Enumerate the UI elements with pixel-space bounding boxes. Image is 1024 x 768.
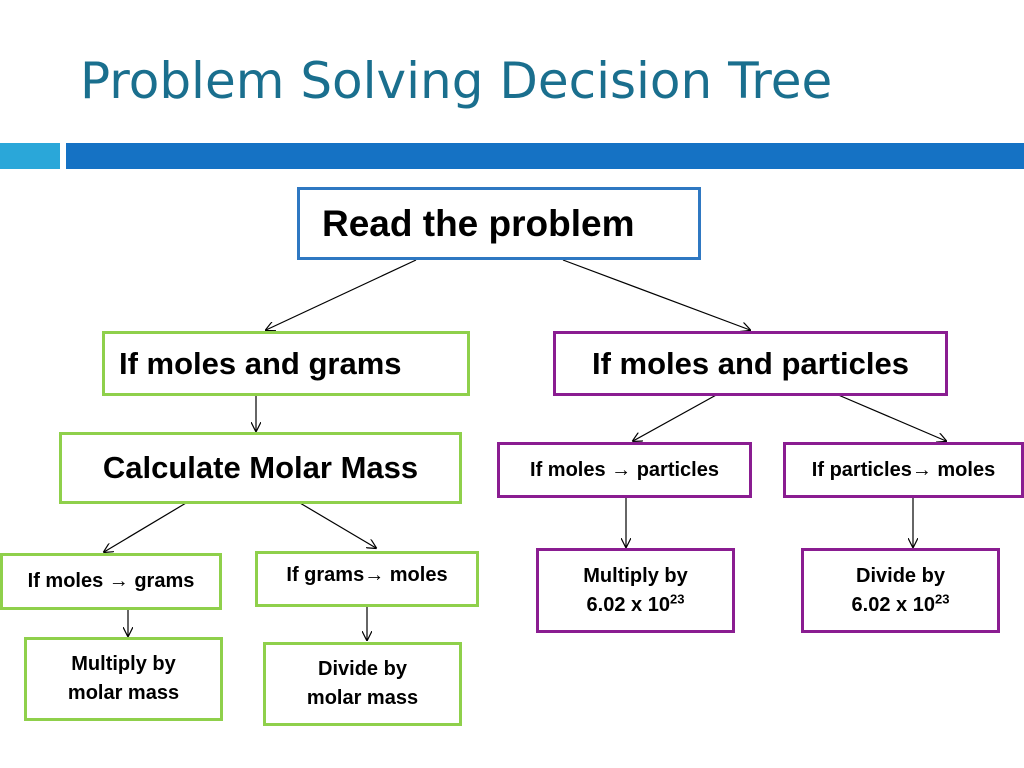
node-moles-and-grams — [102, 331, 470, 396]
node-calculate-molar-mass — [59, 432, 462, 504]
node-divide-avogadro-line1: Divide by — [856, 564, 945, 587]
node-divide-avogadro-line2 — [852, 591, 950, 620]
node-moles-to-particles — [497, 442, 752, 498]
node-multiply-molar-mass-line2: molar mass — [67, 682, 180, 704]
avogadro-base: 6.02 x 10 — [851, 593, 935, 616]
node-particles-to-moles-label: If particles→ moles — [811, 458, 996, 481]
node-particles-to-moles — [783, 442, 1024, 498]
node-moles-and-particles-label: If moles and particles — [592, 345, 909, 381]
arrow-root-to-moles-particles — [563, 260, 750, 330]
node-multiply-avogadro-line1: Multiply by — [583, 564, 688, 587]
node-divide-molar-mass-line1: Divide by — [318, 658, 407, 680]
avogadro-exponent: 23 — [669, 590, 685, 606]
avogadro-base: 6.02 x 10 — [586, 593, 670, 616]
arrow-root-to-moles-grams — [266, 260, 416, 330]
node-grams-to-moles — [255, 551, 479, 607]
node-grams-to-moles-label: If grams→ moles — [286, 564, 448, 586]
node-divide-avogadro — [801, 548, 1000, 633]
node-read-problem — [297, 187, 701, 260]
node-divide-molar-mass-line2: molar mass — [306, 687, 419, 709]
node-divide-molar-mass — [263, 642, 462, 726]
node-moles-to-grams — [0, 553, 222, 610]
node-moles-to-particles-label: If moles → particles — [530, 458, 719, 481]
arrow-calc-to-grams-moles-conv — [300, 503, 376, 548]
node-multiply-molar-mass — [24, 637, 223, 721]
node-moles-and-grams-label: If moles and grams — [119, 345, 402, 381]
node-multiply-molar-mass-line1: Multiply by — [71, 653, 176, 675]
arrow-moles-particles-to-p2m — [836, 394, 946, 441]
node-moles-and-particles — [553, 331, 948, 396]
node-read-problem-label: Read the problem — [322, 202, 635, 244]
node-multiply-avogadro-line2 — [587, 591, 685, 620]
avogadro-exponent: 23 — [934, 590, 950, 606]
node-calculate-molar-mass-label: Calculate Molar Mass — [102, 450, 419, 485]
arrow-calc-to-moles-grams-conv — [104, 503, 186, 552]
page-title: Problem Solving Decision Tree — [80, 52, 833, 110]
node-moles-to-grams-label: If moles → grams — [27, 570, 195, 592]
node-multiply-avogadro — [536, 548, 735, 633]
arrow-moles-particles-to-m2p — [633, 394, 718, 441]
